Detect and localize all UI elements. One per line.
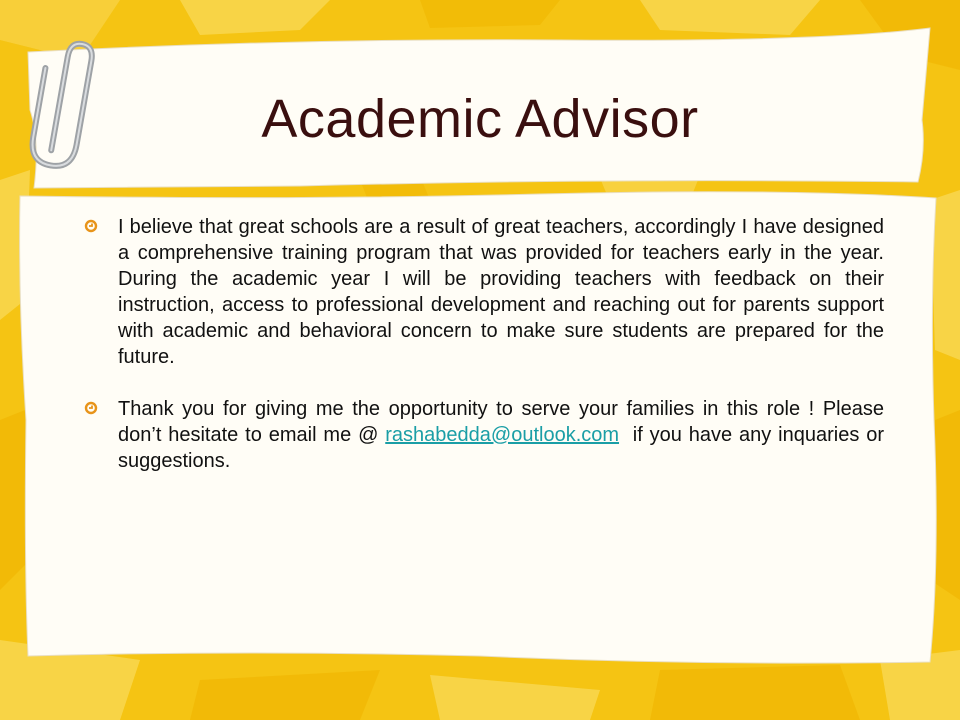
slide-title: Academic Advisor bbox=[261, 89, 699, 149]
bullet-text: I believe that great schools are a result of great teachers, accordingly I have designed a comprehensive training program that was provided for teachers early in the year. During the academic year I will be providing teachers with feedback on their instruction, access to professional development and reaching out for parents support with academic and behavioral concern to make sure students are prepared for the future. bbox=[118, 216, 884, 368]
email-link[interactable]: rashabedda@outlook.com bbox=[385, 424, 620, 446]
orange-swirl-bullet-icon bbox=[84, 219, 98, 233]
bullet-list bbox=[84, 214, 890, 474]
bullet-text-after: if you have any inquaries or suggestions. bbox=[118, 424, 890, 472]
bullet-item bbox=[84, 214, 884, 370]
bullet-text-before: Thank you for giving me the opportunity to serve your families in this role ! Please don’t hesitate to email me @ bbox=[118, 398, 884, 446]
bullet-item bbox=[84, 396, 890, 474]
orange-swirl-bullet-icon bbox=[84, 401, 98, 415]
